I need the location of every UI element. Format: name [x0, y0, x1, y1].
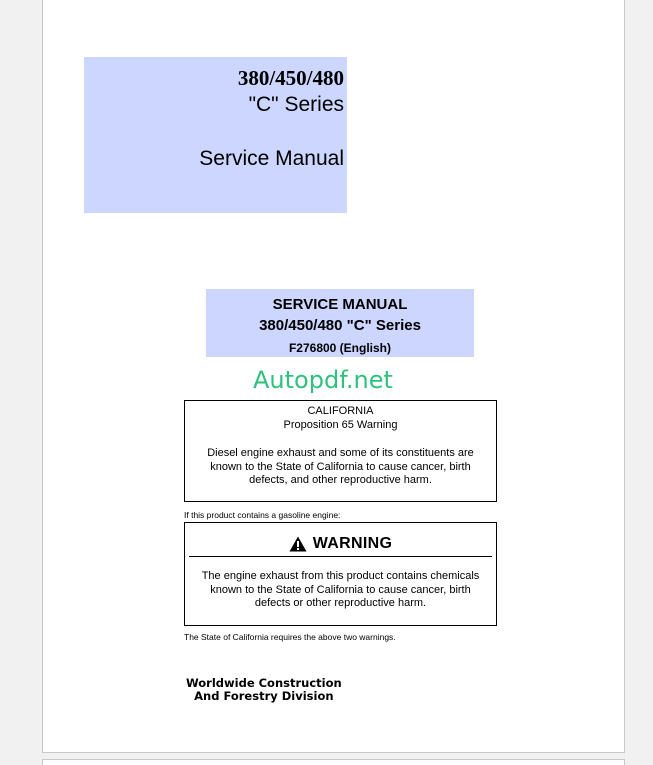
- subtitle-block: [206, 289, 474, 357]
- division-name: [186, 677, 342, 703]
- warning-text: The engine exhaust from this product contains chemicals known to the State of California to cause cancer, birth defects or other reproductive harm.: [201, 570, 480, 609]
- model-title: 380/450/480: [237, 66, 344, 90]
- next-page-edge: [42, 759, 625, 765]
- title-block: [84, 57, 347, 213]
- gasoline-note: If this product contains a gasoline engine:: [184, 510, 341, 520]
- manual-title: Service Manual: [199, 147, 344, 170]
- watermark: Autopdf.net: [253, 366, 393, 394]
- requirement-note: The State of California requires the above two warnings.: [184, 632, 396, 642]
- warning-title: WARNING: [312, 535, 393, 553]
- division-line-2: And Forestry Division: [194, 689, 334, 703]
- document-page: [42, 0, 625, 753]
- subtitle-manual: SERVICE MANUAL: [272, 296, 408, 313]
- subtitle-part-number: F276800 (English): [288, 341, 392, 355]
- series-title: "C" Series: [248, 93, 344, 116]
- warning-box: [184, 522, 497, 626]
- subtitle-series: 380/450/480 "C" Series: [259, 317, 421, 334]
- california-warning-box: [184, 400, 497, 502]
- california-warning-text: Diesel engine exhaust and some of its constituents are known to the State of California to cause cancer, birth defects, and other reproductive harm.: [207, 447, 474, 486]
- warning-triangle-icon: [289, 536, 307, 552]
- division-line-1: Worldwide Construction: [186, 676, 342, 690]
- california-heading: CALIFORNIA: [307, 405, 374, 417]
- warning-header: [189, 532, 492, 557]
- proposition-heading: Proposition 65 Warning: [283, 419, 398, 431]
